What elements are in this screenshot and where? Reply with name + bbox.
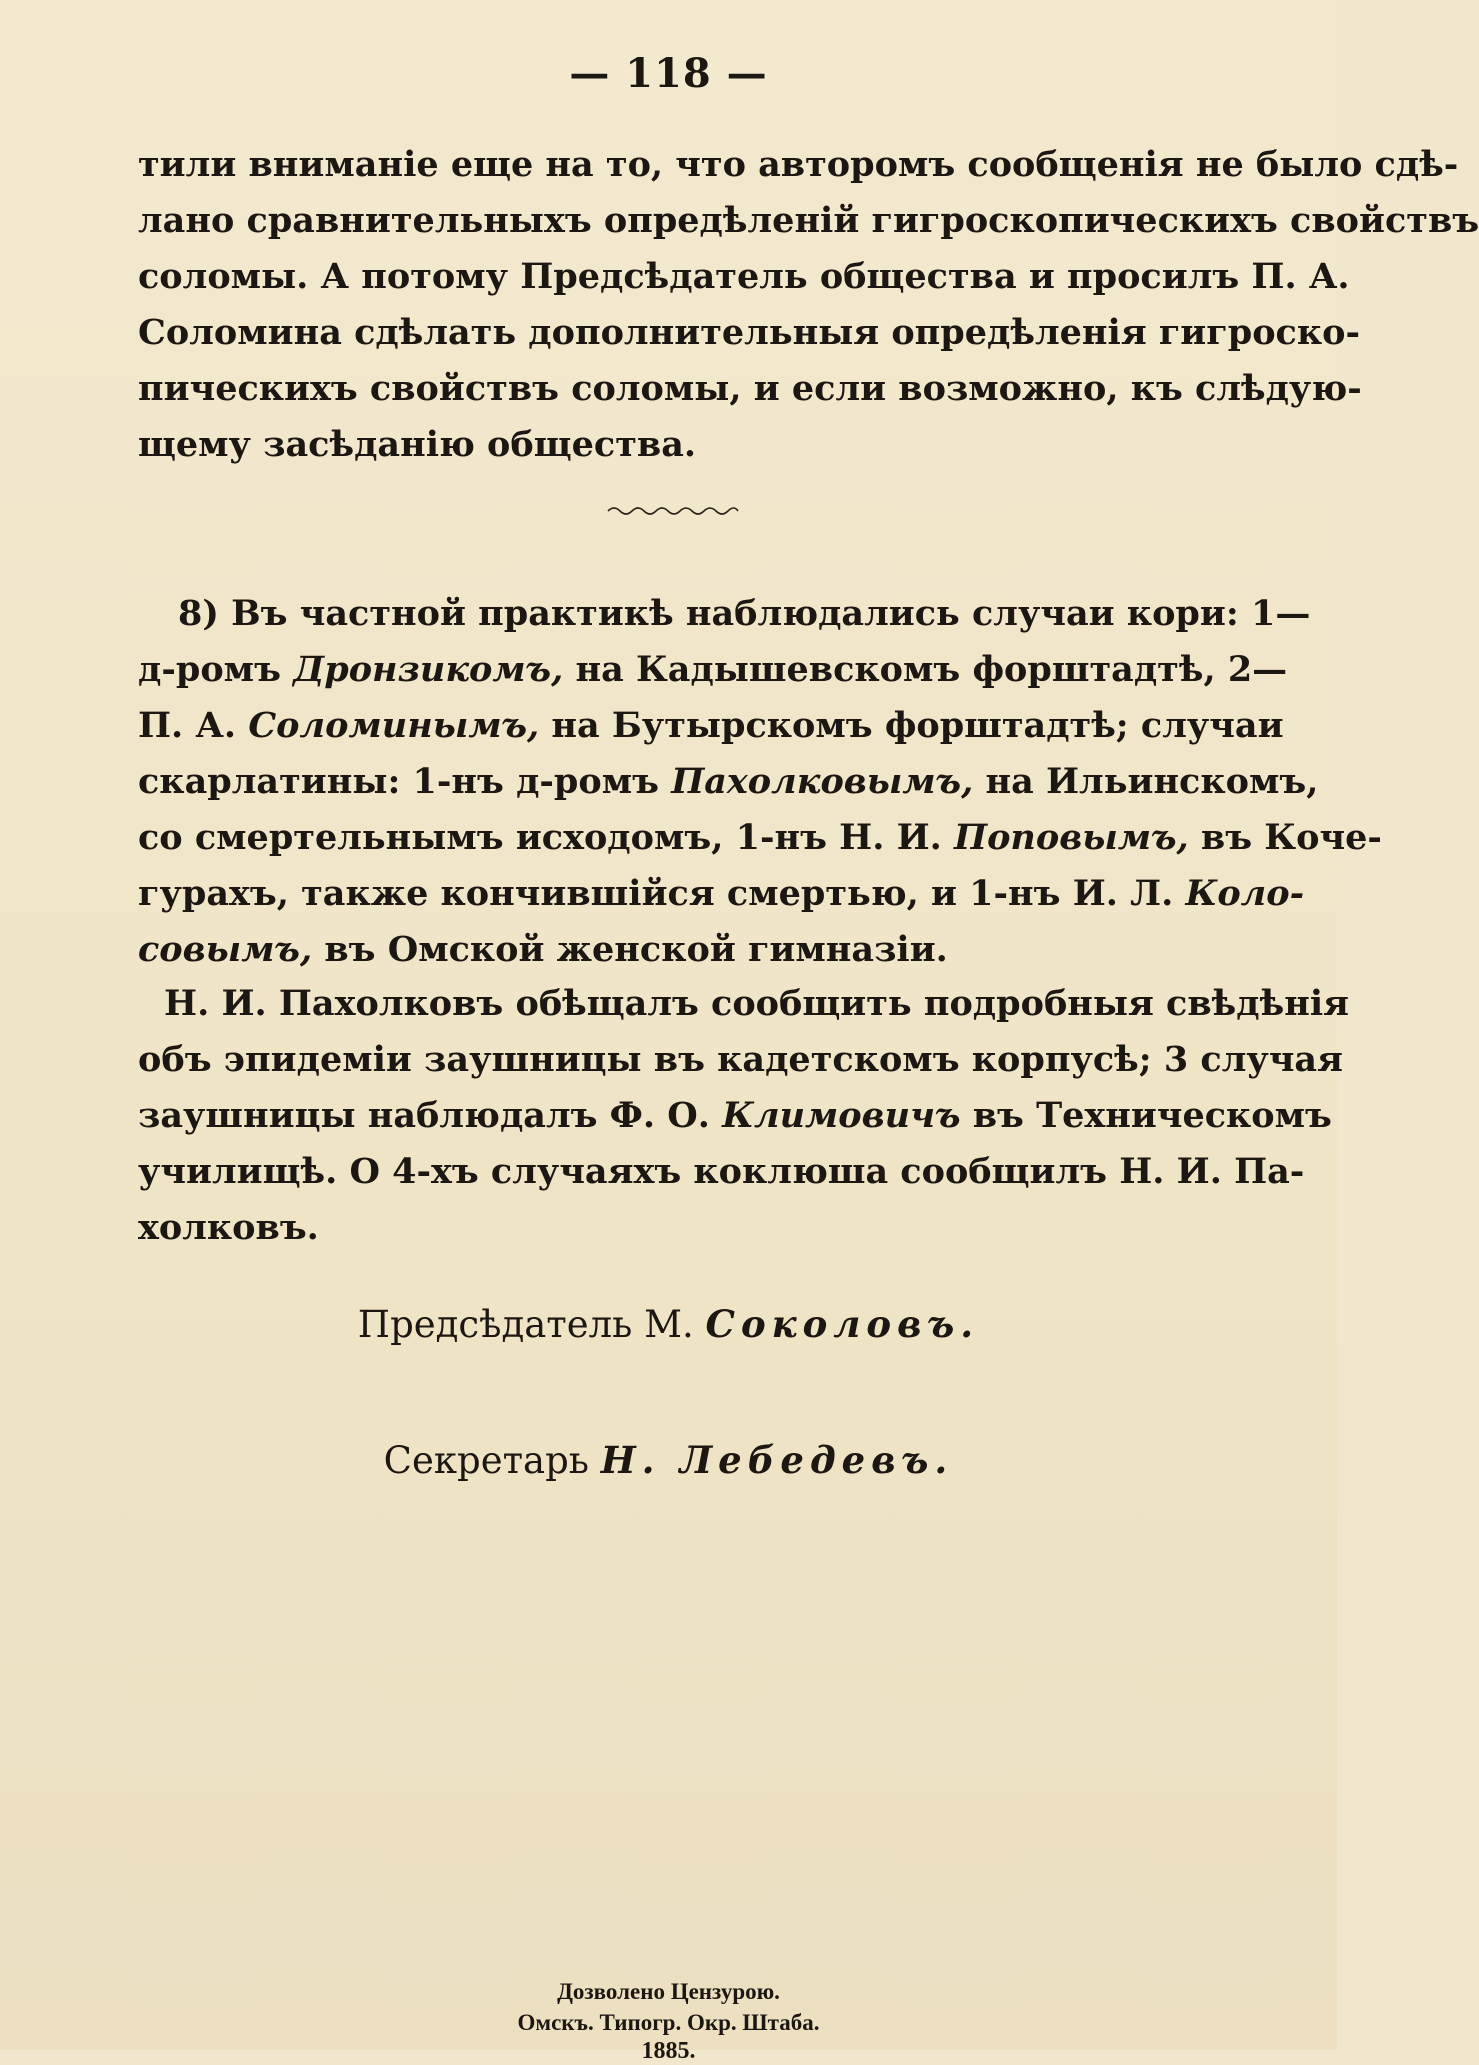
text-line: холковъ.: [138, 1207, 319, 1248]
surname: совымъ,: [138, 929, 313, 970]
chairman-title: Предсѣдатель М.: [357, 1303, 706, 1346]
surname: Дронзикомъ,: [293, 649, 564, 690]
surname: Коло-: [1185, 873, 1305, 914]
surname: Поповымъ,: [954, 817, 1189, 858]
surname: Пахолковымъ,: [671, 761, 974, 802]
text-segment: заушницы наблюдалъ Ф. О.: [138, 1095, 723, 1136]
paragraph-3: [138, 976, 1349, 1256]
secretary-title: Секретарь: [383, 1439, 601, 1482]
secretary-name: Н. Лебедевъ.: [600, 1438, 954, 1482]
publication-year: 1885.: [641, 2038, 696, 2064]
text-segment: на Ильинскомъ,: [973, 761, 1319, 802]
text-segment: на Кадышевскомъ форштадтѣ, 2—: [563, 649, 1288, 690]
paragraph-1: [138, 137, 1479, 473]
text-line: [138, 754, 1319, 810]
wavy-divider: [608, 503, 738, 519]
text-segment: д-ромъ: [138, 649, 294, 690]
text-line: соломы. А потому Предсѣдатель общества и просилъ П. А.: [138, 256, 1350, 297]
printer-imprint: Омскъ. Типогр. Окр. Штаба.: [517, 2010, 820, 2035]
surname: Климовичъ: [722, 1095, 961, 1136]
page-number: — 118 —: [569, 50, 768, 97]
text-segment: въ Техническомъ: [960, 1095, 1332, 1136]
censorship-text: Дозволено Цензурою.: [557, 1979, 780, 2004]
text-line: [138, 1088, 1332, 1144]
text-segment: скарлатины: 1-нъ д-ромъ: [138, 761, 672, 802]
text-segment: въ Омской женской гимназіи.: [312, 929, 948, 970]
text-segment: П. А.: [138, 705, 249, 746]
surname: Соломинымъ,: [248, 705, 540, 746]
text-line: Н. И. Пахолковъ обѣщалъ сообщить подробныя свѣдѣнія: [164, 983, 1349, 1024]
text-segment: со смертельнымъ исходомъ, 1-нъ Н. И.: [138, 817, 955, 858]
text-segment: въ Коче-: [1188, 817, 1382, 858]
chairman-signature: [0, 1296, 1337, 1353]
text-line: [138, 922, 1220, 978]
text-line: [138, 866, 1305, 922]
text-line: Соломина сдѣлать дополнительныя опредѣленія гигроско-: [138, 312, 1360, 353]
text-line: лано сравнительныхъ опредѣленій гигроскопическихъ свойствъ: [138, 200, 1479, 241]
chairman-name: Соколовъ.: [705, 1302, 980, 1346]
text-line: [138, 698, 1284, 754]
text-segment: на Бутырскомъ форштадтѣ; случаи: [539, 705, 1284, 746]
text-line: щему засѣданію общества.: [138, 424, 697, 465]
text-line: [138, 810, 1382, 866]
text-line: тили вниманіе еще на то, что авторомъ сообщенія не было сдѣ-: [138, 144, 1459, 185]
paragraph-2: [138, 586, 1382, 978]
text-line: [138, 642, 1288, 698]
text-line: 8) Въ частной практикѣ наблюдались случаи кори: 1—: [178, 593, 1311, 634]
secretary-signature: [0, 1432, 1337, 1489]
text-segment: гурахъ, также кончившійся смертью, и 1-нъ И. Л.: [138, 873, 1186, 914]
text-line: училищѣ. О 4-хъ случаяхъ коклюша сообщилъ Н. И. Па-: [138, 1151, 1305, 1192]
text-line: пическихъ свойствъ соломы, и если возможно, къ слѣдую-: [138, 368, 1362, 409]
text-line: объ эпидеміи заушницы въ кадетскомъ корпусѣ; 3 случая: [138, 1039, 1343, 1080]
censorship-note: [0, 1979, 1337, 2005]
